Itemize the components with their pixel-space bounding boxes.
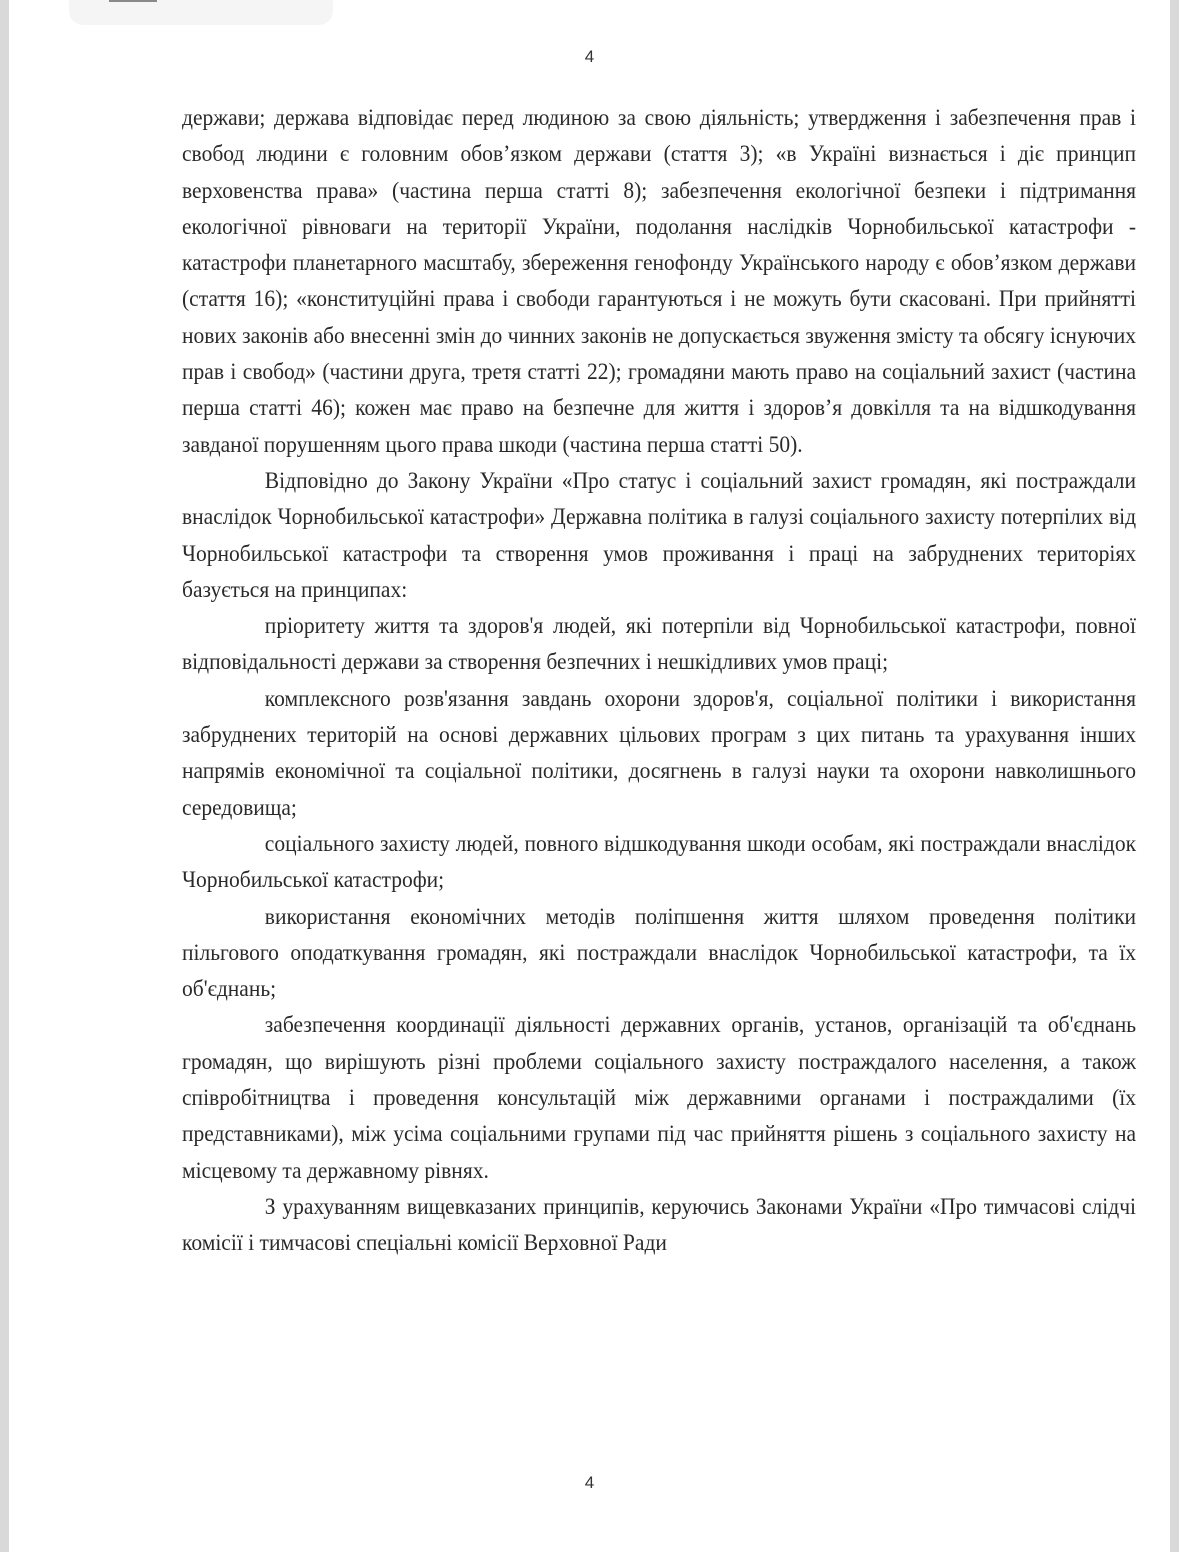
paragraph: пріоритету життя та здоров'я людей, які потерпіли від Чорнобильської катастрофи, повної відповідальності держави за створення безпечних і нешкідливих умов праці; — [182, 613, 1137, 676]
page-number-top: 4 — [584, 47, 595, 66]
drag-handle-icon[interactable] — [109, 0, 157, 2]
viewer-toolbar-tab[interactable] — [69, 0, 333, 25]
document-body — [182, 100, 1136, 1262]
paragraph: забезпечення координації діяльності державних органів, установ, організацій та об'єднань громадян, що вирішують різні проблеми соціального захисту постраждалого населення, а також співробітництва і проведення консультацій між державними органами і постраждалими (їх представниками), між усіма соціальними групами під час прийняття рішень з соціального захисту на місцевому та державному рівнях. — [182, 1012, 1137, 1184]
paragraph: Відповідно до Закону України «Про статус і соціальний захист громадян, які постраждали внаслідок Чорнобильської катастрофи» Державна політика в галузі соціального захисту потерпілих від Чорнобильської катастрофи та створення умов проживання і праці на забруднених територіях базується на принципах: — [182, 467, 1137, 603]
paragraph: З урахуванням вищевказаних принципів, керуючись Законами України «Про тимчасові слідчі комісії і тимчасові спеціальні комісії Верховної Ради — [182, 1193, 1137, 1257]
paragraph: соціального захисту людей, повного відшкодування шкоди особам, які постраждали внаслідок Чорнобильської катастрофи; — [182, 830, 1137, 894]
page-number-bottom: 4 — [584, 1473, 595, 1492]
document-page — [9, 0, 1170, 1552]
paragraph: використання економічних методів поліпшення життя шляхом проведення політики пільгового оподаткування громадян, які постраждали внаслідок Чорнобильської катастрофи, та їх об'єднань; — [182, 903, 1137, 1003]
paragraph: комплексного розв'язання завдань охорони здоров'я, соціальної політики і використання забруднених територій на основі державних цільових програм з цих питань та урахування інших напрямів економічної та соціальної політики, досягнень в галузі науки та охорони навколишнього середовища; — [182, 685, 1137, 821]
paragraph: держави; держава відповідає перед людиною за свою діяльність; утвердження і забезпечення прав і свобод людини є головним обов’язком держави (стаття 3); «в Україні визнається і діє принцип верховенства права» (частина перша статті 8); забезпечення екологічної безпеки і підтримання екологічної рівноваги на території України, подолання наслідків Чорнобильської катастрофи - катастрофи планетарного масштабу, збереження генофонду Українського народу є обов’язком держави (стаття 16); «конституційні права і свободи гарантуються і не можуть бути скасовані. При прийнятті нових законів або внесенні змін до чинних законів не допускається звуження змісту та обсягу існуючих прав і свобод» (частини друга, третя статті 22); громадяни мають право на соціальний захист (частина перша статті 46); кожен має право на безпечне для життя і здоров’я довкілля та на відшкодування завданої порушенням цього права шкоди (частина перша статті 50). — [182, 105, 1137, 458]
